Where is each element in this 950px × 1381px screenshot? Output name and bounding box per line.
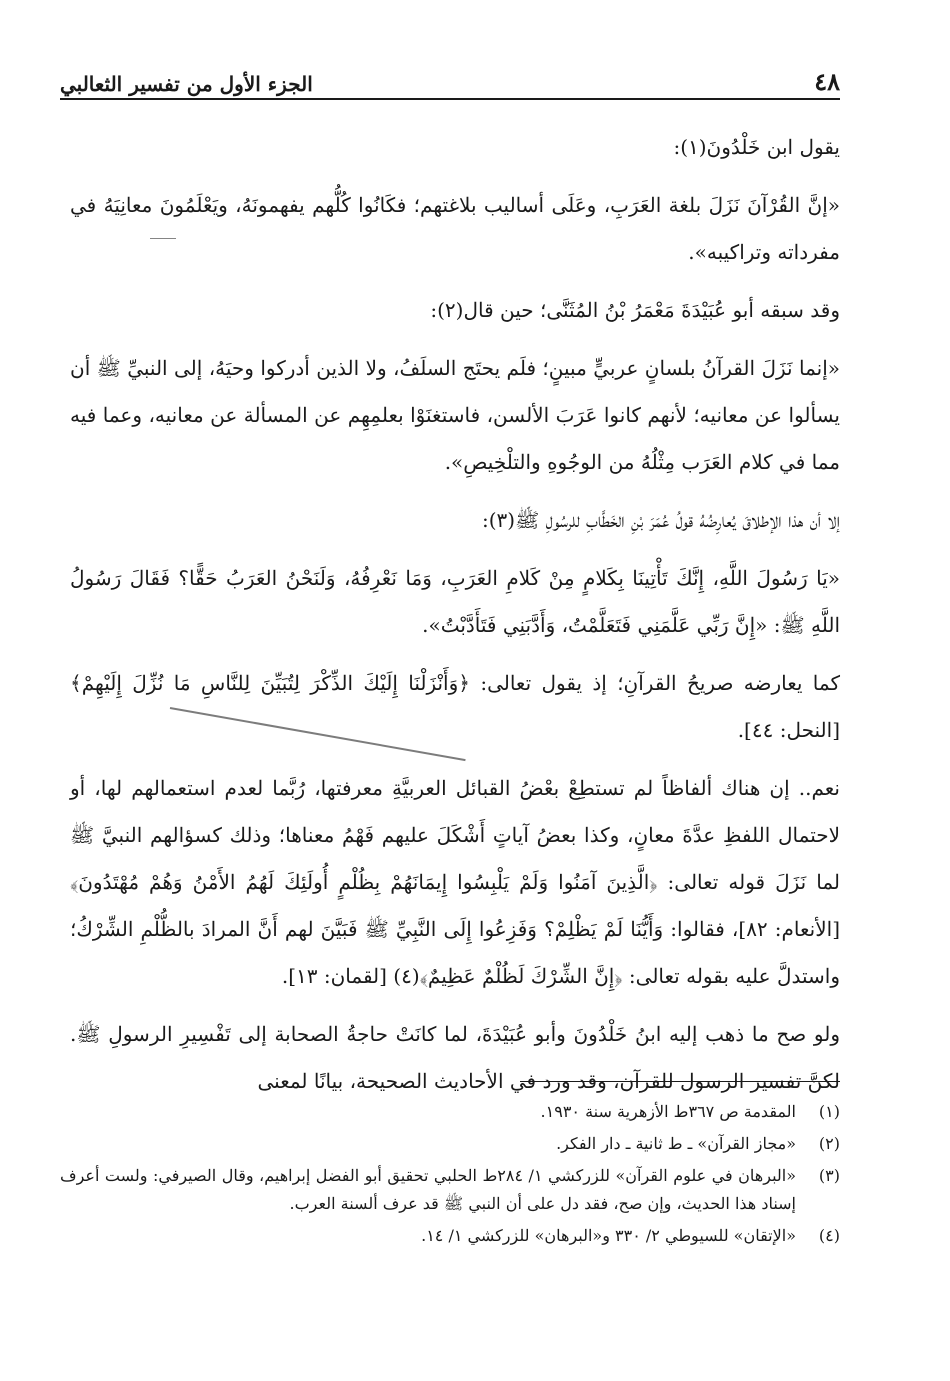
footnote-number: (١) <box>818 1102 840 1121</box>
footnotes <box>60 1098 840 1254</box>
paragraph: «إنَّ القُرْآنَ نَزَلَ بلغة العَرَبِ، وعَلَى أساليب بلاغتهم؛ فكَانُوا كُلُّهم يفهمونَهُ، ويَعْلَمُونَ معانِيَهُ في مفرداته وتراكيبه». <box>70 193 841 264</box>
footnote <box>60 1098 840 1126</box>
footnote-number: (٢) <box>818 1134 840 1153</box>
footnote-number: (٣) <box>818 1166 840 1185</box>
paragraph: كما يعارضه صريحُ القرآنِ؛ إذ يقول تعالى: ﴿وَأَنْزَلْنَا إِلَيْكَ الذِّكْرَ لِتُبَيِّنَ لِلنَّاسِ مَا نُزِّلَ إِلَيْهِمْ﴾ [النحل: ٤٤]. <box>70 671 840 742</box>
running-header <box>60 60 840 96</box>
footnote-text: «الإتقان» للسيوطي ٢/ ٣٣٠ و«البرهان» للزركشي ١/ ١٤. <box>421 1226 796 1245</box>
footnote-number: (٤) <box>818 1226 840 1245</box>
footnote <box>60 1130 840 1158</box>
page-number: ٤٨ <box>814 67 840 96</box>
paragraph: «يَا رَسُولَ اللَّهِ، إِنَّكَ تَأْتِينَا بِكَلامٍ مِنْ كَلامِ العَرَبِ، وَمَا نَعْرِفُهُ، وَلَنَحْنُ العَرَبُ حَقًّا؟ فَقَالَ رَسُولُ اللَّهِ ﷺ: «إِنَّ رَبِّي عَلَّمَنِي فَتَعَلَّمْتُ، وَأَدَّبَنِي فَتَأَدَّبْتُ». <box>70 566 840 637</box>
main-text <box>70 124 840 1116</box>
paragraph: يقول ابن خَلْدُونَ(١): <box>673 135 840 159</box>
footnote-text: «مجاز القرآن» ـ ط ثانية ـ دار الفكر. <box>556 1134 796 1153</box>
paragraph: وقد سبقه أبو عُبَيْدَةَ مَعْمَرُ بْنُ المُثَنَّى؛ حين قال(٢): <box>430 298 840 322</box>
footnote-text: المقدمة ص ٣٦٧ط الأزهرية سنة ١٩٣٠. <box>540 1102 796 1121</box>
footnote-separator <box>520 1081 840 1082</box>
footnote <box>60 1222 840 1250</box>
footnote-text: «البرهان في علوم القرآن» للزركشي ١/ ٢٨٤ط الحلبي تحقيق أبو الفضل إبراهيم، وقال الصيرفي: ولست أعرف إسناد هذا الحديث، وإن صح، فقد دل على أن النبي ﷺ قد عرف ألسنة العرب. <box>60 1166 797 1213</box>
paragraph: «إنما نَزَلَ القرآنُ بلسانٍ عربيٍّ مبينٍ؛ فلَم يحتَج السلَفُ، ولا الذين أدركوا وحيَهُ، إلى النبيِّ ﷺ أن يسألوا عن معانيه؛ لأنهم كانوا عَرَبَ الألسن، فاستغنَوْا بعلمِهِم عن المسألة عن معانيه، وعما فيه مما في كلام العَرَب مِثْلُهُ من الوجُوهِ والتلْخِيصِ». <box>70 356 840 474</box>
paragraph: ولو صح ما ذهب إليه ابنُ خَلْدُونَ وأبو عُبَيْدَةَ، لما كانَتْ حاجةُ الصحابة إلى تَفْسِيرِ الرسولِ ﷺ. لكنَّ تفسير الرسول للقرآن، وقد ورد في الأحاديث الصحيحة، بيانًا لمعنى <box>70 1022 840 1093</box>
paragraph: نعم.. إن هناك ألفاظاً لم تستطِعْ بعْضُ القبائل العربيَّةِ معرفتها، رُبَّما لعدم استعمالهم لها، أو لاحتمال اللفظِ عدَّةَ معانٍ، وكذا بعضُ آياتٍ أَشْكَلَ عليهم فَهْمُ معناها؛ وذلك كسؤالهم النبيَّ ﷺ لما نَزَلَ قوله تعالى: ﴿الَّذِينَ آمَنُوا وَلَمْ يَلْبِسُوا إِيمَانَهُمْ بِظُلْمٍ أُولَئِكَ لَهُمُ الأَمْنُ وَهُمْ مُهْتَدُونَ﴾ [الأنعام: ٨٢]، فقالوا: وَأَيُّنَا لَمْ يَظْلِمْ؟ وَفَزِعُوا إِلَى النَّبِيِّ ﷺ فَبَيَّنَ لهم أَنَّ المرادَ بالظُّلْمِ الشِّرْكُ؛ واستدلَّ عليه بقوله تعالى: ﴿إِنَّ الشِّرْكَ لَظُلْمٌ عَظِيمٌ﴾(٤) [لقمان: ١٣]. <box>70 776 841 988</box>
header-rule <box>60 98 840 100</box>
running-title: الجزء الأول من تفسير الثعالبي <box>60 72 313 96</box>
paragraph: إلا أن هذا الإطلاقَ يُعارِضُهُ قولُ عُمَرَ بْنِ الخَطَّابِ للرسُولِ ﷺ(٣): <box>482 508 840 532</box>
footnote <box>60 1162 840 1218</box>
